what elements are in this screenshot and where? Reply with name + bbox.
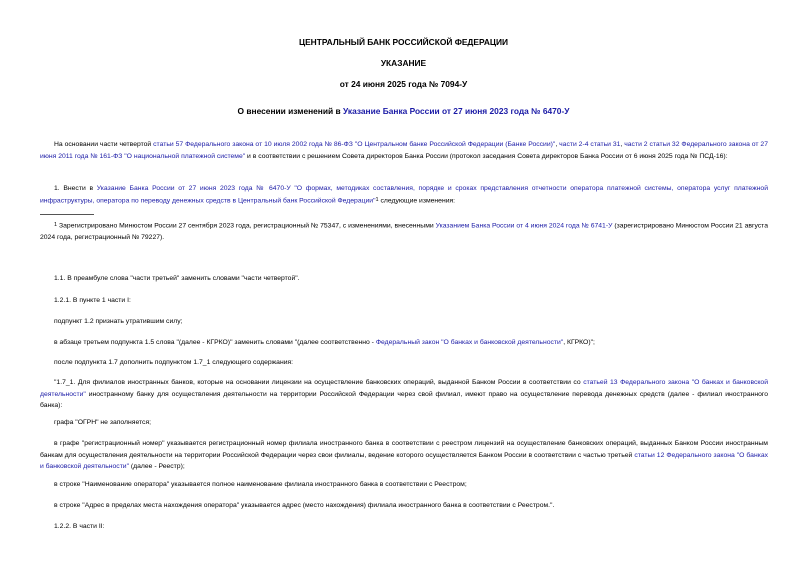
operator-name-paragraph: в строке "Наименование оператора" указывается полное наименование филиала иностранного банка в соответствии с Реестром; [54, 481, 467, 488]
footnote-paragraph [40, 220, 768, 244]
abzac-1-5-paragraph [54, 338, 595, 348]
after-1-7-paragraph: после подпункта 1.7 дополнить подпунктом 1.7_1 следующего содержания: [54, 359, 294, 366]
reg-link-art12[interactable]: статьи 12 Федерального закона "О банках и банковской деятельности" [40, 451, 768, 470]
abzac-text-2: , КГРКО)"; [563, 339, 595, 346]
footnote-reference[interactable]: 1 [375, 196, 379, 203]
ogrn-paragraph: графа "ОГРН" не заполняется; [54, 419, 152, 426]
preamble-link-law86[interactable]: статьи 57 Федерального закона от 10 июля 2002 года № 86-ФЗ "О Центральном банке Российской Федерации (Банке России)" [153, 141, 556, 148]
title-prefix: О внесении изменений в [237, 106, 343, 116]
item1-text-1: 1. Внести в [54, 185, 97, 192]
clause-1-2-2: 1.2.2. В части II: [54, 523, 105, 530]
preamble-text-2: , [555, 141, 560, 148]
reg-text-2: (далее - Реестр); [129, 463, 185, 470]
item1-link-6470u[interactable]: Указание Банка России от 27 июня 2023 года № 6470-У "О формах, методиках составления, порядке и сроках представления отчетности оператора платежной системы, оператора услуг платежной инфраструктуры, оператора по переводу денежных средств в Центральный банк Российской Федерации" [40, 185, 768, 204]
reg-text-1: в графе "регистрационный номер" указывается регистрационный номер филиала иностранного банка в соответствии с реестром лицензий на осуществление банковских операций, выданных Банком России иностранным банкам для осуществления деятельности на территории Российской Федерации через свои филиалы, ведение которого осуществляется Банком России в соответствии с частью третьей [40, 440, 768, 459]
p171-link-art13[interactable]: статьей 13 Федерального закона "О банках и банковской деятельности" [40, 379, 769, 398]
footnote-link-6741u[interactable]: Указанием Банка России от 4 июня 2024 года № 6741-У [435, 222, 613, 230]
preamble-link-law161[interactable]: части 2 статьи 32 Федерального закона от 27 июня 2011 года № 161-ФЗ "О национальной платежной системе" [40, 141, 768, 160]
clause-1-1: 1.1. В преамбуле слова "части третьей" заменить словами "части четвертой". [54, 275, 300, 282]
preamble-paragraph [40, 139, 768, 162]
preamble-link-art31[interactable]: части 2-4 статьи 31 [559, 141, 621, 148]
preamble-text-1: На основании части четвертой [54, 141, 154, 148]
p171-text-1: "1.7_1. Для филиалов иностранных банков, которые на основании лицензии на осуществление банковских операций, выданной Банком России в соответствии со [54, 379, 584, 386]
subclause-1-2-repeal: подпункт 1.2 признать утратившим силу; [54, 318, 183, 325]
document-title [0, 106, 807, 116]
abzac-text-1: в абзаце третьем подпункта 1.5 слова "(далее - КГРКО)" заменить словами "(далее соответственно - [54, 339, 376, 346]
issuer-heading: ЦЕНТРАЛЬНЫЙ БАНК РОССИЙСКОЙ ФЕДЕРАЦИИ [298, 37, 509, 47]
footnote-text-2: (зарегистрировано Минюстом России 21 августа 2024 года, регистрационный № 79227). [40, 222, 768, 241]
p171-text-2: иностранному банку для осуществления деятельности на территории Российской Федерации через свой филиал, имеют право на осуществление перевода денежных средств (далее - филиал иностранного банка): [40, 390, 768, 409]
footnote-mark: 1 [54, 222, 58, 228]
item-1-paragraph [40, 183, 768, 207]
title-link[interactable]: Указание Банка России от 27 июня 2023 года № 6470-У [342, 106, 570, 116]
abzac-link-banks-law[interactable]: Федеральный закон "О банках и банковской деятельности" [375, 339, 564, 346]
date-number-heading: от 24 июня 2025 года № 7094-У [339, 79, 468, 89]
footnote-text-1: Зарегистрировано Минюстом России 27 сентября 2023 года, регистрационный № 75347, с изменениями, внесенными [57, 222, 436, 230]
preamble-text-3: , [620, 141, 625, 148]
item1-text-2: следующие изменения: [378, 197, 456, 204]
subclause-1-7-1-paragraph [40, 377, 768, 412]
reg-number-paragraph [40, 438, 768, 473]
preamble-text-4: и в соответствии с решением Совета директоров Банка России (протокол заседания Совета директоров Банка России от 6 июня 2025 года № ПСД-16): [245, 152, 728, 160]
operator-address-paragraph: в строке "Адрес в пределах места нахождения оператора" указывается адрес (место нахождения) филиала иностранного банка в соответствии с Реестром.". [54, 502, 555, 509]
footnote-separator [40, 214, 94, 215]
clause-1-2-1: 1.2.1. В пункте 1 части I: [54, 297, 131, 304]
doc-type-heading: УКАЗАНИЕ [380, 58, 427, 68]
